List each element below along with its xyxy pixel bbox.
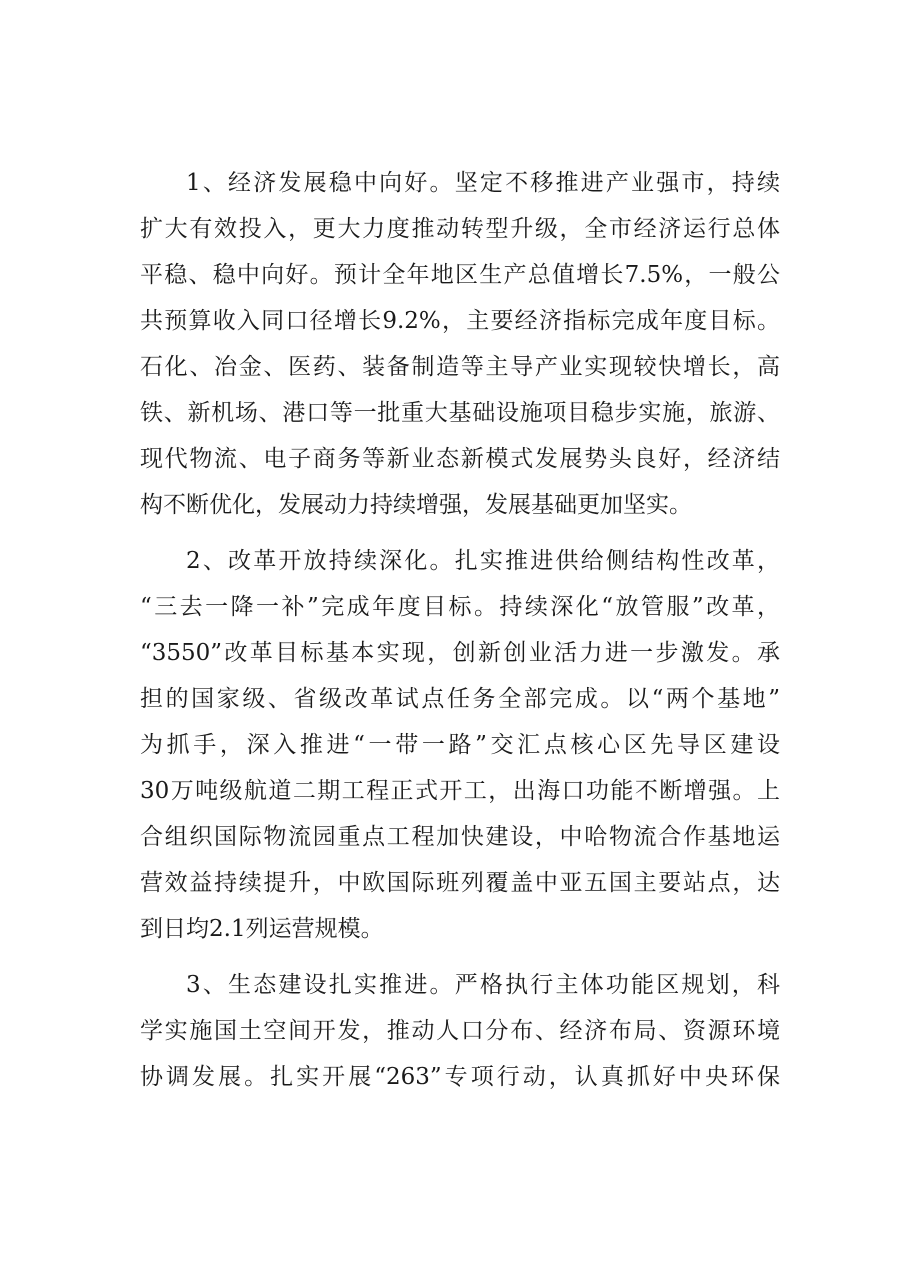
text-line: 现代物流、电子商务等新业态新模式发展势头良好，经济结 [140,446,780,472]
text-line: 平稳、稳中向好。预计全年地区生产总值增长7.5%，一般公 [140,262,780,288]
text-line: 3、生态建设扎实推进。严格执行主体功能区规划，科 [186,972,780,998]
text-line: 为抓手，深入推进“一带一路”交汇点核心区先导区建设 [140,732,780,758]
paragraph-reform [140,538,780,952]
text-line: 共预算收入同口径增长9.2%，主要经济指标完成年度目标。 [140,308,780,334]
text-line: 担的国家级、省级改革试点任务全部完成。以“两个基地” [140,686,780,712]
text-line: 合组织国际物流园重点工程加快建设，中哈物流合作基地运 [140,824,780,850]
text-line: 学实施国土空间开发，推动人口分布、经济布局、资源环境 [140,1018,780,1044]
text-line: 协调发展。扎实开展“263”专项行动，认真抓好中央环保 [140,1064,780,1090]
text-line: 2、改革开放持续深化。扎实推进供给侧结构性改革， [186,548,780,574]
text-line: 1、经济发展稳中向好。坚定不移推进产业强市，持续 [186,170,780,196]
paragraph-economy [140,160,780,528]
text-line: 铁、新机场、港口等一批重大基础设施项目稳步实施，旅游、 [140,400,780,426]
text-line: 石化、冶金、医药、装备制造等主导产业实现较快增长，高 [140,354,780,380]
text-line: 营效益持续提升，中欧国际班列覆盖中亚五国主要站点，达 [140,870,780,896]
body-text [140,160,780,1110]
text-line: 到日均2.1列运营规模。 [140,916,384,942]
text-line: “三去一降一补”完成年度目标。持续深化“放管服”改革， [140,594,780,620]
text-line: 扩大有效投入，更大力度推动转型升级，全市经济运行总体 [140,216,780,242]
text-line: 构不断优化，发展动力持续增强，发展基础更加坚实。 [140,492,692,518]
text-line: 30万吨级航道二期工程正式开工，出海口功能不断增强。上 [140,778,780,804]
text-line: “3550”改革目标基本实现，创新创业活力进一步激发。承 [140,640,780,666]
paragraph-ecology [140,962,780,1100]
